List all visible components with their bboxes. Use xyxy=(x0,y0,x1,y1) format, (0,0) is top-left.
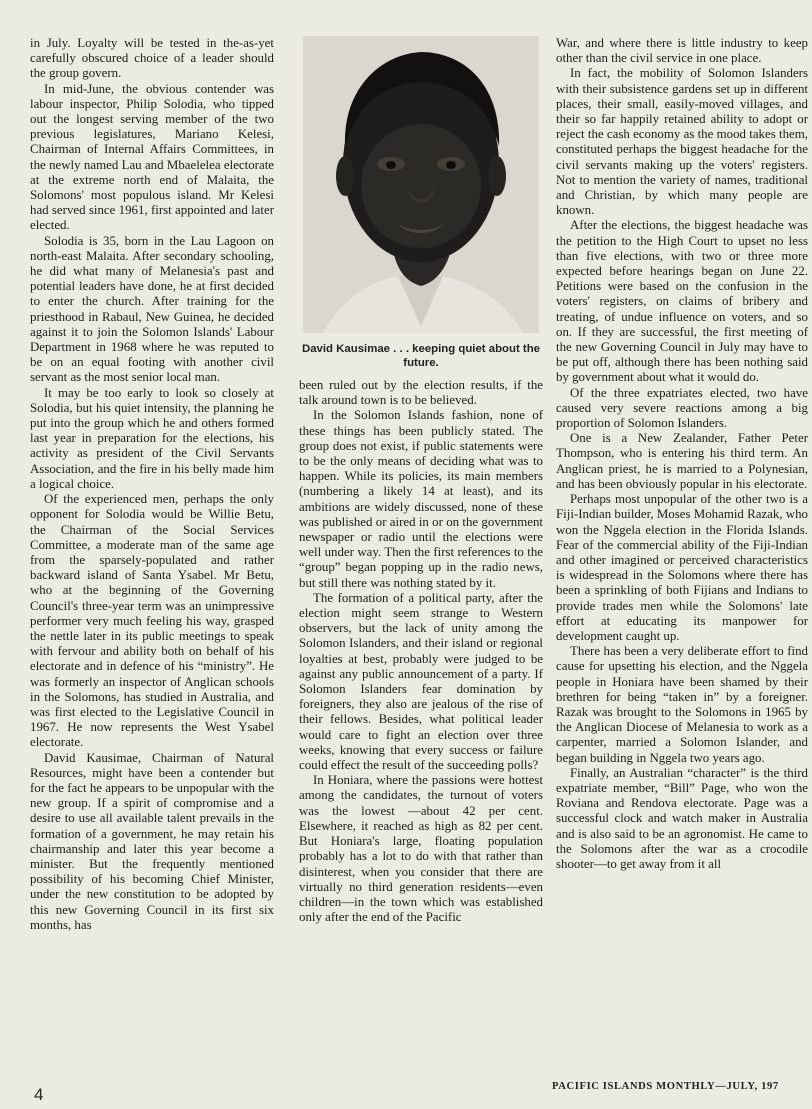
paragraph: been ruled out by the election results, if the talk around town is to be believed. xyxy=(299,378,543,408)
running-footer: PACIFIC ISLANDS MONTHLY—JULY, 197 xyxy=(552,1081,779,1092)
paragraph: David Kausimae, Chairman of Natural Resources, might have been a contender but for the fact he appears to be unpopular with the new group. If a spirit of compromise and a desire to use all available talent prevails in the formation of a government, he may retain his chairmanship and later this year become a minister. But the frequently mentioned possibility of his becoming Chief Minister, under the new constitution to be adopted by this new Governing Council in its first six months, has xyxy=(30,750,274,932)
page-number: 4 xyxy=(34,1085,44,1104)
paragraph: The formation of a political party, after the election might seem strange to Western observers, but the lack of unity among the Solomon Islanders, and their island or regional loyalties at best, probably were judged to be against any public announcement of a party. If Solomon Islanders fear domination by foreigners, they also are jealous of the rise of their fellows. Besides, what political leader would care to fight an election over three weeks, knowing that every success or failure could effect the result of the succeeding polls? xyxy=(299,590,543,773)
paragraph: in July. Loyalty will be tested in the-as-yet carefully obscured choice of a leader should the group govern. xyxy=(30,36,274,81)
paragraph: It may be too early to look so closely at Solodia, but his quiet intensity, the planning he put into the group which he and others formed last year in preparation for the elections, his activity as president of the Civil Servants Association, and the fire in his belly made him a logical choice. xyxy=(30,385,274,491)
portrait-photo xyxy=(303,36,539,333)
article-column-1 xyxy=(30,36,274,933)
paragraph: In Honiara, where the passions were hottest among the candidates, the turnout of voters was the lowest —about 42 per cent. Elsewhere, it reached as high as 82 per cent. But Honiara's large, floating population probably has a lot to do with that rather than disinterest, when you consider that there are virtually no third generation residents—even children—in the town which was established only after the end of the Pacific xyxy=(299,773,543,925)
paragraph: After the elections, the biggest headache was the petition to the High Court to upset no less than five elections, with two or three more expected before hearings began on June 22. Petitions were based on the confusion in the voters' registers, on claims of bribery and treating, of undue influence on voters, and so on. If they are successful, the first meeting of the new Governing Council in July may have to be put off, although there has been nothing said by government about what it would do. xyxy=(556,218,808,385)
paragraph: Perhaps most unpopular of the other two is a Fiji-Indian builder, Moses Mohamid Razak, who won the Nggela election in the Florida Islands. Fear of the commercial ability of the Fiji-Indian and other imagined or perceived characteristics is widespread in the Solomons where there has been a sprinkling of both Fijians and Indians to provide trades men while the Solomons' late effort at educating its manpower for development caught up. xyxy=(556,492,808,643)
paragraph: Finally, an Australian “character” is the third expatriate member, “Bill” Page, who won the Roviana and Rendova electorate. Page was a successful clock and watch maker in Australia and is also said to be an agronomist. He came to the Solomons after the war as a crocodile shooter—to get away from it all xyxy=(556,765,808,871)
paragraph: War, and where there is little industry to keep other than the civil service in one place. xyxy=(556,36,808,66)
paragraph: One is a New Zealander, Father Peter Thompson, who is entering his third term. An Anglican priest, he is married to a Polynesian, and has been obviously popular in his electorate. xyxy=(556,431,808,491)
paragraph: In the Solomon Islands fashion, none of these things has been publicly stated. The group does not exist, if public statements were to be the only means of deciding what was to happen. While its policies, its main members (numbering a likely 14 at least), and its ambitions are widely discussed, none of these was published or aired in or on the government newspaper or radio until the elections were well under way. Then the first references to the “group” began popping up in the radio news, but still there was nothing stated by it. xyxy=(299,408,543,590)
paragraph: Solodia is 35, born in the Lau Lagoon on north-east Malaita. After secondary schooling, he did what many of Melanesia's past and potential leaders have done, he at first decided to enter the church. After training for the priesthood in Rabaul, New Guinea, he decided against it to join the Solomon Islands' Labour Department in 1968 where he was reputed to be on an equal footing with another civil servant as the most senior local man. xyxy=(30,233,274,385)
paragraph: In fact, the mobility of Solomon Islanders with their subsistence gardens set up in different places, their small, easily-moved villages, and their so far happily retained ability to adopt or reject the cash economy as the mood takes them, constituted perhaps the biggest headache for the civil servants making up the voters' registers. Not to mention the variety of names, traditional and Christian, by which many people are known. xyxy=(556,66,808,218)
paragraph: Of the three expatriates elected, two have caused very severe reactions among a big proportion of Solomon Islanders. xyxy=(556,385,808,431)
photo-caption: David Kausimae . . . keeping quiet about the future. xyxy=(302,343,540,369)
article-column-2 xyxy=(299,36,543,925)
paragraph: In mid-June, the obvious contender was labour inspector, Philip Solodia, who tipped out the longest serving member of the two previous legislatures, Mariano Kelesi, Chairman of Internal Affairs Committees, in the newly named Lau and Mbaelelea electorate at the extreme north end of Malaita, the Solomons' most populous island. Mr Kelesi had served since 1961, first appointed and later elected. xyxy=(30,81,274,233)
portrait-figure xyxy=(299,36,543,370)
portrait-illustration xyxy=(303,36,539,333)
article-column-3 xyxy=(556,36,808,871)
paragraph: There has been a very deliberate effort to find cause for upsetting his election, and the Nggela people in Honiara have been shamed by their brethren for being “taken in” by a foreigner. Razak was brought to the Solomons in 1965 by the Anglican Diocese of Melanesia to work as a carpenter, married a Solomon Islander, and began building in Nggela two years ago. xyxy=(556,644,808,765)
paragraph: Of the experienced men, perhaps the only opponent for Solodia would be Willie Betu, the Chairman of the Social Services Committee, a moderate man of the same age from the sparsely-populated and rather backward island of Santa Ysabel. Mr Betu, who at the beginning of the Governing Council's three-year term was an unimpressive performer very much feeling his way, grasped the nettle later in its public meetings to speak with fervour and ability both on behalf of his electorate and in defence of his “ministry”. He was formerly an inspector of Anglican schools in the Solomons, has studied in Australia, and was first elected to the Legislative Council in 1967. He now represents the West Ysabel electorate. xyxy=(30,492,274,750)
